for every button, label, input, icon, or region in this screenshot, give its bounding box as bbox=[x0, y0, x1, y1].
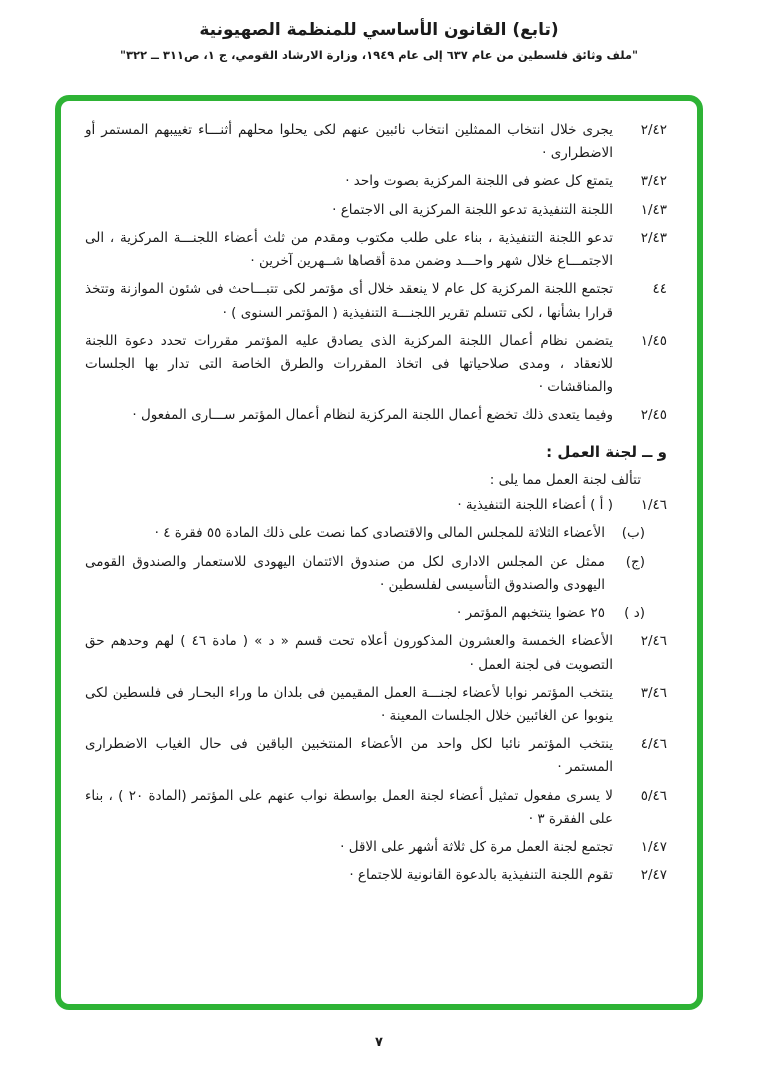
page-number: ٧ bbox=[375, 1035, 383, 1050]
list-item-marker: (د ) bbox=[624, 605, 645, 622]
paragraph-text: ( أ ) أعضاء اللجنة التنفيذية · bbox=[457, 497, 613, 514]
paragraph-text: ينتخب المؤتمر نوابا لأعضاء لجنـــة العمل المقيمين فى بلدان ما وراء البحـار فى فلسطين لكى ينوبوا عن الغائبين خلال الجلسات المعينة · bbox=[85, 684, 613, 724]
article-paragraph bbox=[85, 404, 667, 427]
paragraph-number: ١/٤٥ bbox=[640, 332, 667, 349]
paragraph-number: ٢/٤٧ bbox=[640, 867, 667, 884]
article-paragraph bbox=[85, 682, 667, 728]
section-heading-work-committee: و ــ لجنة العمل : bbox=[546, 442, 667, 461]
list-item-text: ٢٥ عضوا ينتخبهم المؤتمر · bbox=[456, 605, 605, 622]
paragraph-text: الأعضاء الخمسة والعشرون المذكورون أعلاه تحت قسم « د » ( مادة ٤٦ ) لهم وحدهم حق التصويت فى لجنة العمل · bbox=[85, 633, 613, 673]
paragraph-text: يتضمن نظام أعمال اللجنة المركزية الذى يصادق عليه المؤتمر مقررات تحدد دعوة اللجنة للانعقاد ، ومدى صلاحياتها فى اتخاذ المقررات والطرق الخاصة التى تدار بها الجلسات والمناقشات · bbox=[85, 332, 613, 396]
paragraph-text: يجرى خلال انتخاب الممثلين انتخاب نائبين عنهم لكى يحلوا محلهم أثنـــاء تغييبهم المستمر أو الاضطرارى · bbox=[85, 122, 613, 162]
document-header bbox=[0, 0, 758, 62]
paragraph-text: تقوم اللجنة التنفيذية بالدعوة القانونية للاجتماع · bbox=[349, 867, 613, 884]
paragraph-text: تجتمع لجنة العمل مرة كل ثلاثة أشهر على الاقل · bbox=[340, 839, 613, 856]
green-border-frame bbox=[55, 95, 703, 1010]
paragraph-text: يتمتع كل عضو فى اللجنة المركزية بصوت واحد · bbox=[345, 173, 613, 190]
paragraph-number: ٢/٤٣ bbox=[640, 229, 667, 246]
list-item bbox=[85, 522, 667, 545]
list-item-marker: (ج) bbox=[625, 553, 645, 570]
paragraph-text: اللجنة التنفيذية تدعو اللجنة المركزية الى الاجتماع · bbox=[332, 201, 613, 218]
paragraph-text: لا يسرى مفعول تمثيل أعضاء لجنة العمل بواسطة نواب عنهم على المؤتمر (المادة ٢٠ ) ، بناء على الفقرة ٣ · bbox=[85, 787, 614, 827]
section-intro: تتألف لجنة العمل مما يلى : bbox=[489, 471, 641, 488]
paragraph-text: تدعو اللجنة التنفيذية ، بناء على طلب مكتوب ومقدم من ثلث أعضاء اللجنـــة المركزية ، الى الاجتمـــاع خلال شهر واحـــد وضمن مدة أقصاها شــهرين آخرين · bbox=[85, 229, 613, 270]
list-item bbox=[85, 551, 667, 597]
article-paragraph bbox=[85, 494, 667, 517]
article-paragraph bbox=[85, 630, 667, 676]
article-paragraph bbox=[85, 278, 667, 324]
article-paragraph bbox=[85, 836, 667, 859]
article-paragraph bbox=[85, 785, 667, 831]
article-paragraph bbox=[85, 199, 667, 222]
paragraph-number: ٤/٤٦ bbox=[640, 736, 667, 753]
list-item bbox=[85, 602, 667, 625]
document-source-line: "ملف وثائق فلسطين من عام ٦٣٧ إلى عام ١٩٤٩، وزارة الارشاد القومي، ج ١، ص٣١١ ــ ٣٢٢" bbox=[119, 48, 639, 62]
list-item-text: ممثل عن المجلس الادارى لكل من صندوق الائتمان اليهودى للاستعمار والصندوق القومى اليهودى والصندوق التأسيسى لفلسطين · bbox=[85, 553, 605, 593]
article-paragraph bbox=[85, 733, 667, 779]
paragraph-number: ٣/٤٦ bbox=[640, 684, 667, 701]
paragraph-number: ٢/٤٥ bbox=[640, 407, 667, 424]
article-paragraph bbox=[85, 227, 667, 273]
paragraph-text: ينتخب المؤتمر نائبا لكل واحد من الأعضاء المنتخبين الباقين فى حال الغياب الاضطرارى المستمر · bbox=[85, 736, 613, 776]
paragraph-number: ٢/٤٢ bbox=[640, 122, 667, 138]
paragraph-number: ٢/٤٦ bbox=[640, 633, 667, 650]
paragraph-number: ١/٤٣ bbox=[640, 201, 667, 218]
paragraph-text: تجتمع اللجنة المركزية كل عام لا ينعقد خلال أى مؤتمر لكى تتبـــاحث فى شئون الموازنة وتتخذ قرارا بشأنها ، لكى تتسلم تقرير اللجنـــة التنفيذية ( المؤتمر السنوى ) · bbox=[85, 281, 613, 321]
article-paragraph bbox=[85, 864, 667, 887]
article-paragraph bbox=[85, 330, 667, 400]
list-item-marker: (ب) bbox=[621, 525, 645, 542]
paragraph-text: وفيما يتعدى ذلك تخضع أعمال اللجنة المركزية لنظام أعمال المؤتمر ســـارى المفعول · bbox=[132, 407, 613, 424]
paragraph-number: ٥/٤٦ bbox=[640, 787, 667, 804]
article-paragraph bbox=[85, 119, 667, 165]
paragraph-number: ١/٤٧ bbox=[640, 839, 667, 856]
article-paragraph bbox=[85, 170, 667, 193]
paragraph-number: ١/٤٦ bbox=[640, 497, 667, 514]
paragraph-number: ٤٤ bbox=[652, 281, 667, 298]
document-title: (تابع) القانون الأساسي للمنظمة الصهيونية bbox=[199, 20, 559, 40]
paragraph-number: ٣/٤٢ bbox=[640, 173, 667, 190]
list-item-text: الأعضاء الثلاثة للمجلس المالى والاقتصادى كما نصت على ذلك المادة ٥٥ فقرة ٤ · bbox=[154, 525, 605, 542]
